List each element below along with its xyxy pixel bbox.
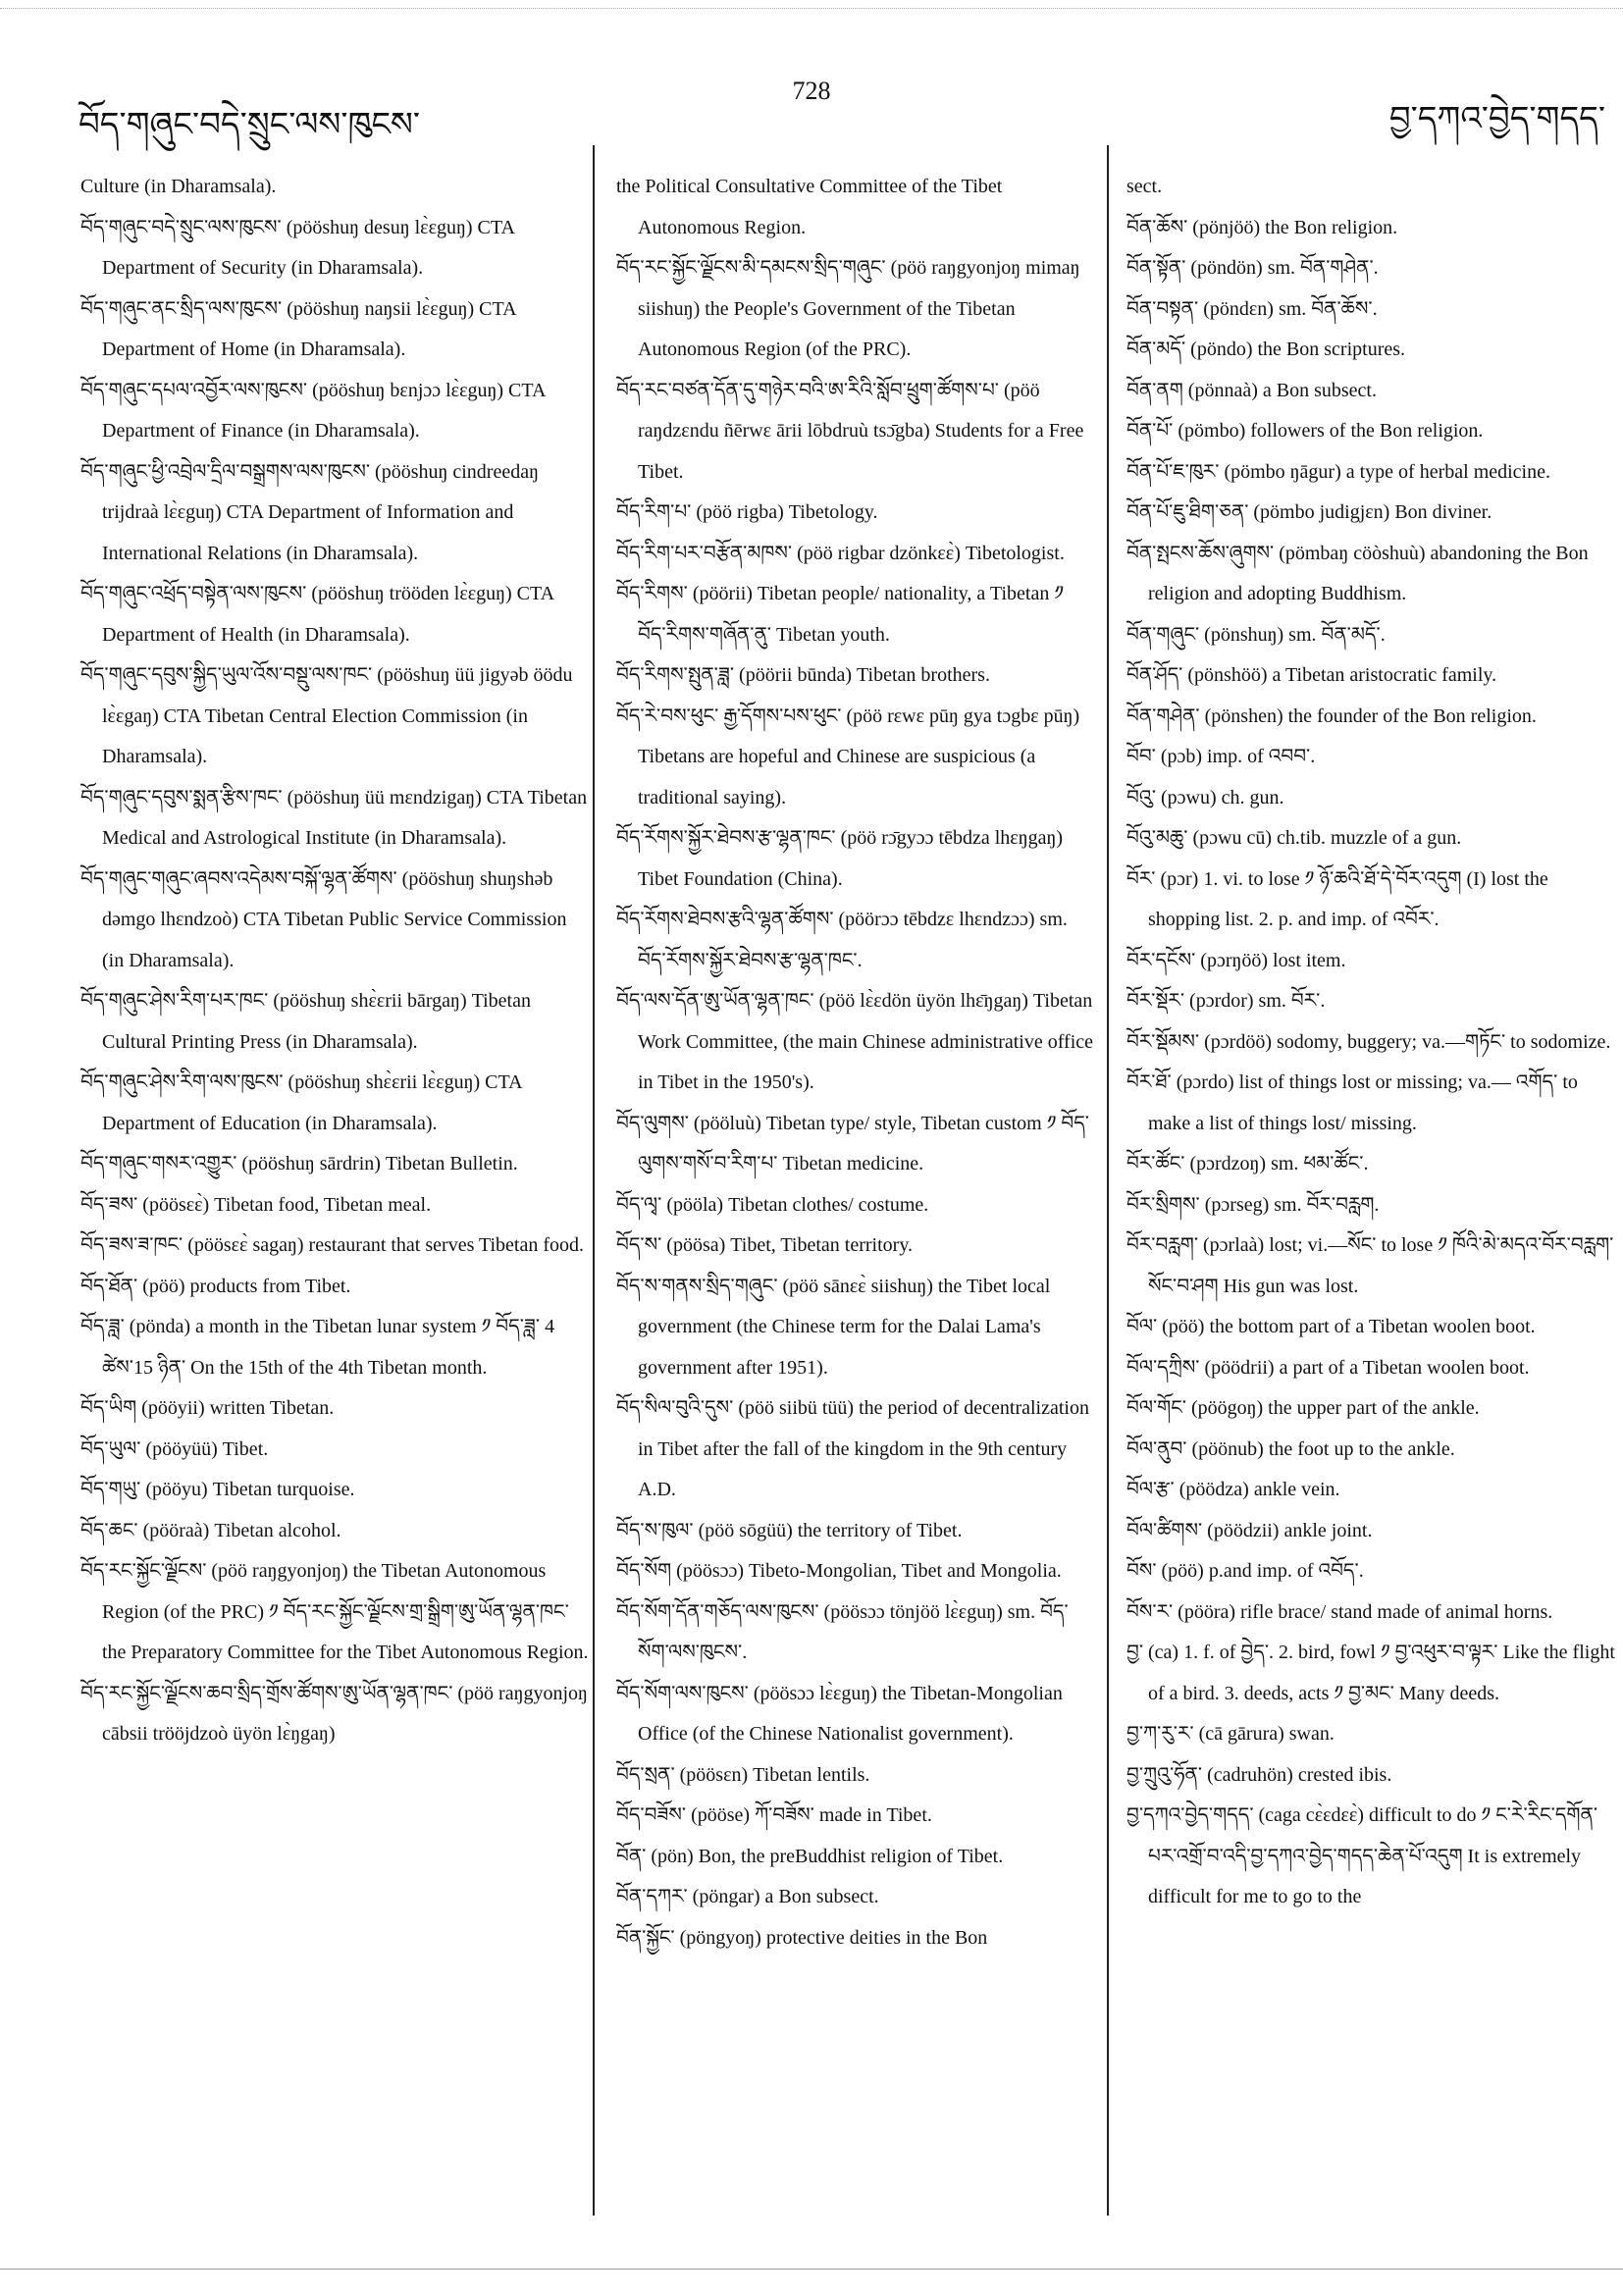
- dictionary-entry: བོན་གཤེན་ (pönshen) the founder of the Bon religion.: [1126, 704, 1537, 727]
- column-divider-2: [1107, 145, 1109, 2216]
- dictionary-entry: བོད་ས་ (pöösa) Tibet, Tibetan territory.: [616, 1234, 914, 1256]
- dictionary-entry: བོའུ་མཆུ་ (pɔwu cū) ch.tib. muzzle of a gun.: [1126, 827, 1462, 849]
- dictionary-entry: བོད་གཞུང་གསར་འགྱུར་ (pööshuŋ sārdrin) Tibetan Bulletin.: [80, 1153, 518, 1174]
- bottom-edge-rule: [0, 2269, 1623, 2270]
- column-divider-1: [593, 145, 595, 2216]
- dictionary-entry: བོལ་ནུབ་ (pöönub) the foot up to the ankle.: [1126, 1437, 1455, 1460]
- dictionary-entry: བོལ་གོང་ (pöögoŋ) the upper part of the ankle.: [1126, 1397, 1480, 1419]
- dictionary-entry: བོན་དཀར་ (pöngar) a Bon subsect.: [616, 1886, 879, 1907]
- dictionary-entry: བོད་རོགས་ཐེབས་རྩའི་ལྷན་ཚོགས་ (pöörɔɔ tēbdzɛ lhɛndzɔɔ) sm. བོད་རོགས་སྐྱོར་ཐེབས་རྩ་ལྷན་ཁང་.: [616, 909, 1068, 971]
- dictionary-entry: བོད་གཞུང་ཕྱི་འབྲེལ་དྲིལ་བསྒྲགས་ལས་ཁུངས་ (pööshuŋ cindreedaŋ trijdraà lɛ̀ɛguŋ) CTA Department of Information and International Relations (in Dharamsala).: [80, 460, 539, 564]
- dictionary-entry: བོར་སྡོར་ (pɔrdor) sm. བོར་.: [1126, 990, 1326, 1012]
- dictionary-entry: བོབ་ (pɔb) imp. of འབབ་.: [1126, 746, 1316, 767]
- dictionary-entry: བོད་གཡུ་ (pööyu) Tibetan turquoise.: [80, 1479, 355, 1500]
- dictionary-entry: བོའུ་ (pɔwu) ch. gun.: [1126, 786, 1284, 809]
- dictionary-entry: བོར་བརླག་ (pɔrlaà) lost; vi.—སོང་ to lose ༡ ཁོའི་མེ་མདའ་བོར་བརླག་སོང་བ་ཤག His gun was lost.: [1126, 1234, 1614, 1297]
- dictionary-entry: བོད་གཞུང་ཤེས་རིག་ལས་ཁུངས་ (pööshuŋ shɛ̀ɛrii lɛ̀ɛguŋ) CTA Department of Education (in Dharamsala).: [80, 1071, 522, 1134]
- dictionary-entry: བོད་ཆང་ (pööraà) Tibetan alcohol.: [80, 1519, 341, 1541]
- dictionary-entry: བོད་གཞུང་དབུས་སྐྱིད་ཡུལ་འོས་བསྡུ་ལས་ཁང་ (pööshuŋ üü jigyəb öödu lɛ̀ɛgaŋ) CTA Tibetan Central Election Commission (in Dharamsala).: [80, 664, 573, 767]
- dictionary-entry: བོལ་དཀྲིས་ (pöödrii) a part of a Tibetan woolen boot.: [1126, 1356, 1530, 1379]
- dictionary-entry: sect.: [1126, 176, 1163, 197]
- dictionary-entry: བོད་གཞུང་དབུས་སྨན་རྩིས་ཁང་ (pööshuŋ üü mɛndzigaŋ) CTA Tibetan Medical and Astrological Institute (in Dharamsala).: [80, 786, 588, 849]
- dictionary-entry: བོད་རང་སྐྱོང་ལྗོངས་མི་དམངས་སྲིད་གཞུང་ (pöö raŋgyonjoŋ mimaŋ siishuŋ) the People's Government of the Tibetan Autonomous Region (of the PRC).: [616, 257, 1080, 360]
- dictionary-entry: the Political Consultative Committee of the Tibet Autonomous Region.: [616, 176, 1003, 238]
- dictionary-entry: བོད་རིགས་ (pöörii) Tibetan people/ nationality, a Tibetan ༡ བོད་རིགས་གཞོན་ནུ་ Tibetan youth.: [616, 583, 1064, 646]
- dictionary-entry: Culture (in Dharamsala).: [80, 176, 277, 197]
- dictionary-entry: བོན་ཆོས་ (pönjöö) the Bon religion.: [1126, 216, 1398, 238]
- column-1: [80, 167, 591, 1755]
- dictionary-entry: བྱ་ (ca) 1. f. of བྱེད་. 2. bird, fowl ༡ བྱ་འཕུར་བ་ལྟར་ Like the flight of a bird. 3. deeds, acts ༡ བྱ་མང་ Many deeds.: [1126, 1642, 1615, 1704]
- dictionary-entry: བོལ་ཚིགས་ (pöödzii) ankle joint.: [1126, 1519, 1373, 1541]
- dictionary-entry: བོད་གཞུང་ཤེས་རིག་པར་ཁང་ (pööshuŋ shɛ̀ɛrii bārgaŋ) Tibetan Cultural Printing Press (in Dharamsala).: [80, 990, 531, 1053]
- dictionary-entry: བོད་ལས་དོན་ཨུ་ཡོན་ལྷན་ཁང་ (pöö lɛ̀ɛdön üyön lhɛ̄ŋgaŋ) Tibetan Work Committee, (the main Chinese administrative office in Tibet in the 1950's).: [616, 990, 1094, 1093]
- dictionary-entry: བོད་རིག་པར་བརྩོན་མཁས་ (pöö rigbar dzönkɛɛ̀) Tibetologist.: [616, 542, 1065, 564]
- dictionary-entry: བོད་རང་སྐྱོང་ལྗོངས་ (pöö raŋgyonjoŋ) the Tibetan Autonomous Region (of the PRC) ༡ བོད་རང་སྐྱོང་ལྗོངས་གྲ་སྒྲིག་ཨུ་ཡོན་ལྷན་ཁང་ the Preparatory Committee for the Tibet Autonomous Region.: [80, 1560, 589, 1663]
- dictionary-entry: བོད་གཞུང་དཔལ་འབྱོར་ལས་ཁུངས་ (pööshuŋ bɛnjɔɔ lɛ̀ɛguŋ) CTA Department of Finance (in Dharamsala).: [80, 379, 546, 442]
- column-3: [1126, 167, 1617, 1918]
- dictionary-entry: བོད་གཞུང་གཞུང་ཞབས་འདེམས་བསྐོ་ལྷན་ཚོགས་ (pööshuŋ shuŋshəb dəmgo lhɛndzoò) CTA Tibetan Public Service Commission (in Dharamsala).: [80, 867, 567, 971]
- dictionary-entry: བོད་ཟླ་ (pönda) a month in the Tibetan lunar system ༡ བོད་ཟླ་ 4 ཚེས་15 ཉིན་ On the 15th of the 4th Tibetan month.: [80, 1316, 555, 1379]
- dictionary-entry: བོད་རང་བཙན་དོན་དུ་གཉེར་བའི་ཨ་རིའི་སློབ་ཕྲུག་ཚོགས་པ་ (pöö raŋdzɛndu ñērwɛ ārii lōbdruù tsɔ̄gba) Students for a Free Tibet.: [616, 379, 1084, 483]
- dictionary-entry: བོད་བཟོས་ (pööse) ཀོ་བཟོས་ made in Tibet.: [616, 1804, 932, 1826]
- dictionary-entry: བྱ་དཀའ་བྱེད་གདད་ (caga cɛ̀ɛdɛɛ̀) difficult to do ༡ ང་རེ་རིང་དགོན་པར་འགྲོ་བ་འདི་བྱ་དཀའ་བྱེད་གདད་ཆེན་པོ་འདུག It is extremely difficult for me to go to the: [1126, 1804, 1598, 1907]
- dictionary-entry: བོད་ཟས་ཟ་ཁང་ (pöösɛɛ̀ sagaŋ) restaurant that serves Tibetan food.: [80, 1234, 585, 1256]
- dictionary-entry: བོར་སྲིགས་ (pɔrseg) sm. བོར་བརླག.: [1126, 1193, 1380, 1216]
- dictionary-entry: བོད་གཞུང་འཕྲོད་བསྟེན་ལས་ཁུངས་ (pööshuŋ trööden lɛ̀ɛguŋ) CTA Department of Health (in Dharamsala).: [80, 583, 553, 646]
- dictionary-entry: བོད་རིགས་སྤུན་ཟླ་ (pöörii būnda) Tibetan brothers.: [616, 664, 990, 686]
- dictionary-entry: བོད་སོག་དོན་གཅོད་ལས་ཁུངས་ (pöösɔɔ tönjöö lɛ̀ɛguŋ) sm. བོད་སོག་ལས་ཁུངས་.: [616, 1600, 1069, 1663]
- dictionary-entry: བོར་སྡོམས་ (pɔrdöö) sodomy, buggery; va.—གཏོང་ to sodomize.: [1126, 1030, 1611, 1053]
- dictionary-entry: བོད་ས་ཁུལ་ (pöö sōgüü) the territory of Tibet.: [616, 1519, 963, 1541]
- dictionary-entry: བོད་གཞུང་ནང་སྲིད་ལས་ཁུངས་ (pööshuŋ naŋsii lɛ̀ɛguŋ) CTA Department of Home (in Dharamsala).: [80, 297, 516, 360]
- header-left-title: བོད་གཞུང་བདེ་སྲུང་ལས་ཁུངས་: [79, 105, 421, 144]
- dictionary-entry: བོར་ཐོ་ (pɔrdo) list of things lost or missing; va.— འགོད་ to make a list of things lost/ missing.: [1126, 1071, 1578, 1134]
- dictionary-entry: བོན་སྐྱོང་ (pöngyoŋ) protective deities in the Bon: [616, 1926, 988, 1949]
- dictionary-entry: བྱ་ཀ་རུ་ར་ (cā gārura) swan.: [1126, 1723, 1335, 1745]
- dictionary-entry: བོད་ཐོན་ (pöö) products from Tibet.: [80, 1275, 351, 1297]
- dictionary-entry: བོད་གཞུང་བདེ་སྲུང་ལས་ཁུངས་ (pööshuŋ desuŋ lɛ̀ɛguŋ) CTA Department of Security (in Dharamsala).: [80, 216, 514, 279]
- dictionary-entry: བོད་སྲན་ (pöösɛn) Tibetan lentils.: [616, 1763, 870, 1786]
- dictionary-entry: བོར་ཚོང་ (pɔrdzoŋ) sm. ཕམ་ཚོང་.: [1126, 1153, 1369, 1174]
- dictionary-entry: བོན་པོ་ཇ་ཁུར་ (pömbo ŋāgur) a type of herbal medicine.: [1126, 460, 1550, 483]
- page-number: 728: [792, 77, 831, 105]
- dictionary-entry: བོལ་ (pöö) the bottom part of a Tibetan woolen boot.: [1126, 1316, 1536, 1337]
- dictionary-entry: བོད་ས་གནས་སྲིད་གཞུང་ (pöö sānɛɛ̀ siishuŋ) the Tibet local government (the Chinese term for the Dalai Lama's government after 1951).: [616, 1275, 1051, 1379]
- dictionary-entry: བོན་མདོ་ (pöndo) the Bon scriptures.: [1126, 339, 1406, 360]
- dictionary-entry: བོལ་རྩ་ (pöödza) ankle vein.: [1126, 1479, 1340, 1500]
- dictionary-entry: བོན་པོ་ (pömbo) followers of the Bon religion.: [1126, 420, 1484, 442]
- dictionary-entry: བོར་དངོས་ (pɔrŋöö) lost item.: [1126, 949, 1346, 971]
- dictionary-entry: བོད་ཟས་ (pöösɛɛ̀) Tibetan food, Tibetan meal.: [80, 1193, 432, 1216]
- dictionary-entry: བོས་ར་ (pööra) rifle brace/ stand made of animal horns.: [1126, 1600, 1553, 1623]
- dictionary-entry: བོར་ (pɔr) 1. vi. to lose ༡ ཉོ་ཆའི་ཐོ་དེ་བོར་འདུག (I) lost the shopping list. 2. p. and imp. of འབོར་.: [1126, 867, 1548, 930]
- dictionary-entry: བོད་རིག་པ་ (pöö rigba) Tibetology.: [616, 501, 878, 523]
- dictionary-entry: བོན་སྤངས་ཆོས་ཞུགས་ (pömbaŋ cöòshuù) abandoning the Bon religion and adopting Buddhism.: [1126, 542, 1589, 604]
- dictionary-entry: བོད་ལྭ་ (pööla) Tibetan clothes/ costume.: [616, 1193, 929, 1216]
- header-right-title: བྱ་དཀའ་བྱེད་གདད་: [1388, 99, 1605, 138]
- dictionary-entry: བྱ་ཀྲུའུ་ཧོན་ (cadruhön) crested ibis.: [1126, 1763, 1392, 1786]
- dictionary-entry: བོད་སོག (pöösɔɔ) Tibeto-Mongolian, Tibet and Mongolia.: [616, 1560, 1062, 1582]
- dictionary-entry: བོད་སོག་ལས་ཁུངས་ (pöösɔɔ lɛ̀ɛguŋ) the Tibetan-Mongolian Office (of the Chinese Nationalist government).: [616, 1682, 1063, 1745]
- dictionary-entry: བོས་ (pöö) p.and imp. of འབོད་.: [1126, 1560, 1364, 1582]
- dictionary-entry: བོད་རེ་བས་ཕུང་ རྒྱ་དོགས་པས་ཕུང་ (pöö rɛwɛ pūŋ gya tɔgbɛ pūŋ) Tibetans are hopeful and Chinese are suspicious (a traditional saying).: [616, 704, 1080, 809]
- dictionary-entry: བོན་ནག (pönnaà) a Bon subsect.: [1126, 379, 1377, 401]
- dictionary-entry: བོན་ (pön) Bon, the preBuddhist religion of Tibet.: [616, 1845, 1004, 1867]
- dictionary-entry: བོད་རང་སྐྱོང་ལྗོངས་ཆབ་སྲིད་གྲོས་ཚོགས་ཨུ་ཡོན་ལྷན་ཁང་ (pöö raŋgyonjoŋ cābsii trööjdzoò üyön lɛ̀ŋgaŋ): [80, 1682, 588, 1745]
- dictionary-entry: བོན་གཞུང་ (pönshuŋ) sm. བོན་མདོ་.: [1126, 623, 1386, 646]
- dictionary-entry: བོན་སྟོན་ (pöndön) sm. བོན་གཤེན་.: [1126, 257, 1379, 279]
- column-2: [616, 167, 1095, 1958]
- top-edge-artifact: [0, 8, 1623, 9]
- dictionary-entry: བོད་སིལ་བུའི་དུས་ (pöö siibü tüü) the period of decentralization in Tibet after the fall of the kingdom in the 9th century A.D.: [616, 1397, 1089, 1500]
- dictionary-entry: བོད་ལུགས་ (pööluù) Tibetan type/ style, Tibetan custom ༡ བོད་ལུགས་གསོ་བ་རིག་པ་ Tibetan medicine.: [616, 1112, 1089, 1174]
- dictionary-entry: བོན་ཤོད་ (pönshöö) a Tibetan aristocratic family.: [1126, 664, 1497, 686]
- dictionary-entry: བོད་རོགས་སྐྱོར་ཐེབས་རྩ་ལྷན་ཁང་ (pöö rɔ̄gyɔɔ tēbdza lhɛŋgaŋ) Tibet Foundation (China).: [616, 827, 1064, 890]
- dictionary-entry: བོན་བསྟན་ (pöndɛn) sm. བོན་ཆོས་.: [1126, 297, 1378, 320]
- dictionary-entry: བོན་པོ་ཇུ་ཐིག་ཅན་ (pömbo judigjɛn) Bon diviner.: [1126, 501, 1492, 523]
- dictionary-entry: བོད་ཡིག (pööyii) written Tibetan.: [80, 1397, 335, 1419]
- dictionary-entry: བོད་ཡུལ་ (pööyüü) Tibet.: [80, 1437, 269, 1460]
